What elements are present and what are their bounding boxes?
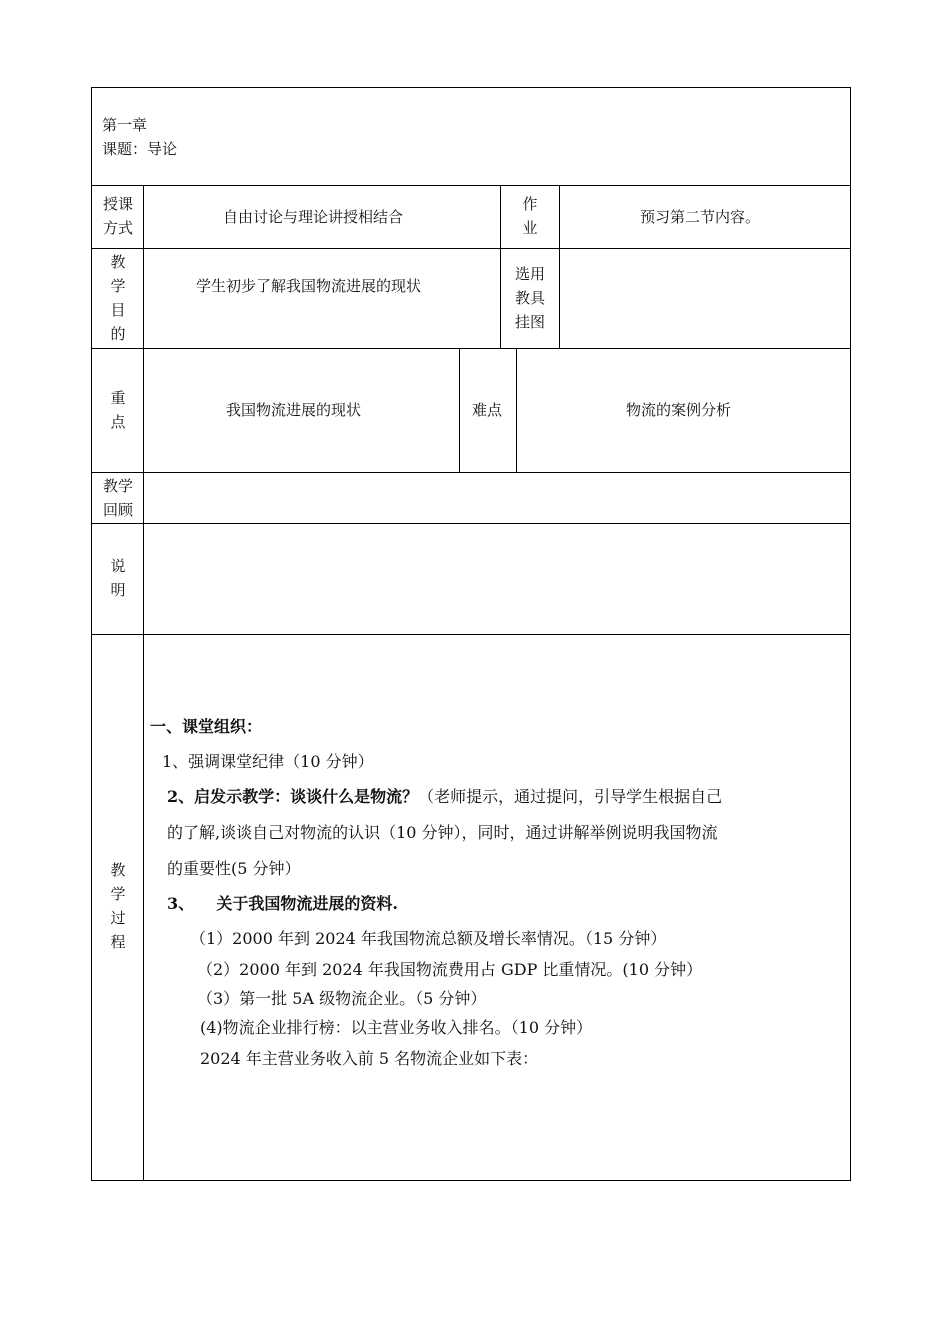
tools-label: 选用 教具 挂图 [514, 265, 545, 331]
topic-title: 课题：导论 [102, 140, 178, 158]
process-sub-item: (4)物流企业排行榜：以主营业务收入排名。（10 分钟） [200, 1018, 593, 1037]
process-item-heading: 2、启发示教学：谈谈什么是物流？ [167, 787, 419, 806]
homework-value: 预习第二节内容。 [640, 208, 761, 226]
table-divider [516, 348, 517, 473]
process-item-text: （老师提示，通过提问，引导学生根据自己 [418, 787, 723, 806]
process-sub-item: （3）第一批 5A 级物流企业。（5 分钟） [197, 989, 487, 1008]
process-item [167, 784, 722, 807]
goal-label: 教 学 目 的 [110, 253, 126, 343]
table-divider [500, 185, 501, 349]
table-border-right [850, 87, 851, 1181]
review-label: 教学 回顾 [102, 477, 133, 519]
table-divider [91, 185, 851, 186]
process-item-heading: 3、 关于我国物流进展的资料. [167, 894, 398, 913]
process-sub-item: （2）2000 年到 2024 年我国物流费用占 GDP 比重情况。(10 分钟） [197, 960, 703, 979]
chapter-title: 第一章 [102, 116, 148, 134]
goal-value: 学生初步了解我国物流进展的现状 [196, 277, 422, 295]
process-item: 1、强调课堂纪律（10 分钟） [162, 752, 374, 771]
table-divider [91, 248, 851, 249]
table-divider [91, 472, 851, 473]
process-item-text: 的重要性(5 分钟） [167, 859, 301, 878]
process-sub-item: 2024 年主营业务收入前 5 名物流企业如下表： [200, 1049, 539, 1068]
method-value: 自由讨论与理论讲授相结合 [223, 208, 404, 226]
table-divider [91, 634, 851, 635]
note-label: 说 明 [110, 557, 126, 599]
table-border-bottom [91, 1180, 851, 1181]
table-divider [459, 348, 460, 473]
difficulty-value: 物流的案例分析 [626, 401, 732, 419]
table-divider [91, 348, 851, 349]
process-sub-item: （1）2000 年到 2024 年我国物流总额及增长率情况。（15 分钟） [190, 929, 667, 948]
table-divider [143, 185, 144, 1181]
method-label: 授课 方式 [102, 195, 133, 237]
table-border-top [91, 87, 851, 88]
table-divider [559, 185, 560, 349]
key-point-label: 重 点 [110, 389, 126, 431]
homework-label: 作 业 [522, 195, 538, 237]
process-item-text: 的了解,谈谈自己对物流的认识（10 分钟），同时，通过讲解举例说明我国物流 [167, 823, 718, 842]
section-heading: 一、课堂组织： [150, 717, 263, 736]
process-label: 教 学 过 程 [110, 861, 126, 951]
table-divider [91, 523, 851, 524]
table-border-left [91, 87, 92, 1181]
difficulty-label: 难点 [472, 401, 503, 419]
key-point-value: 我国物流进展的现状 [226, 401, 362, 419]
